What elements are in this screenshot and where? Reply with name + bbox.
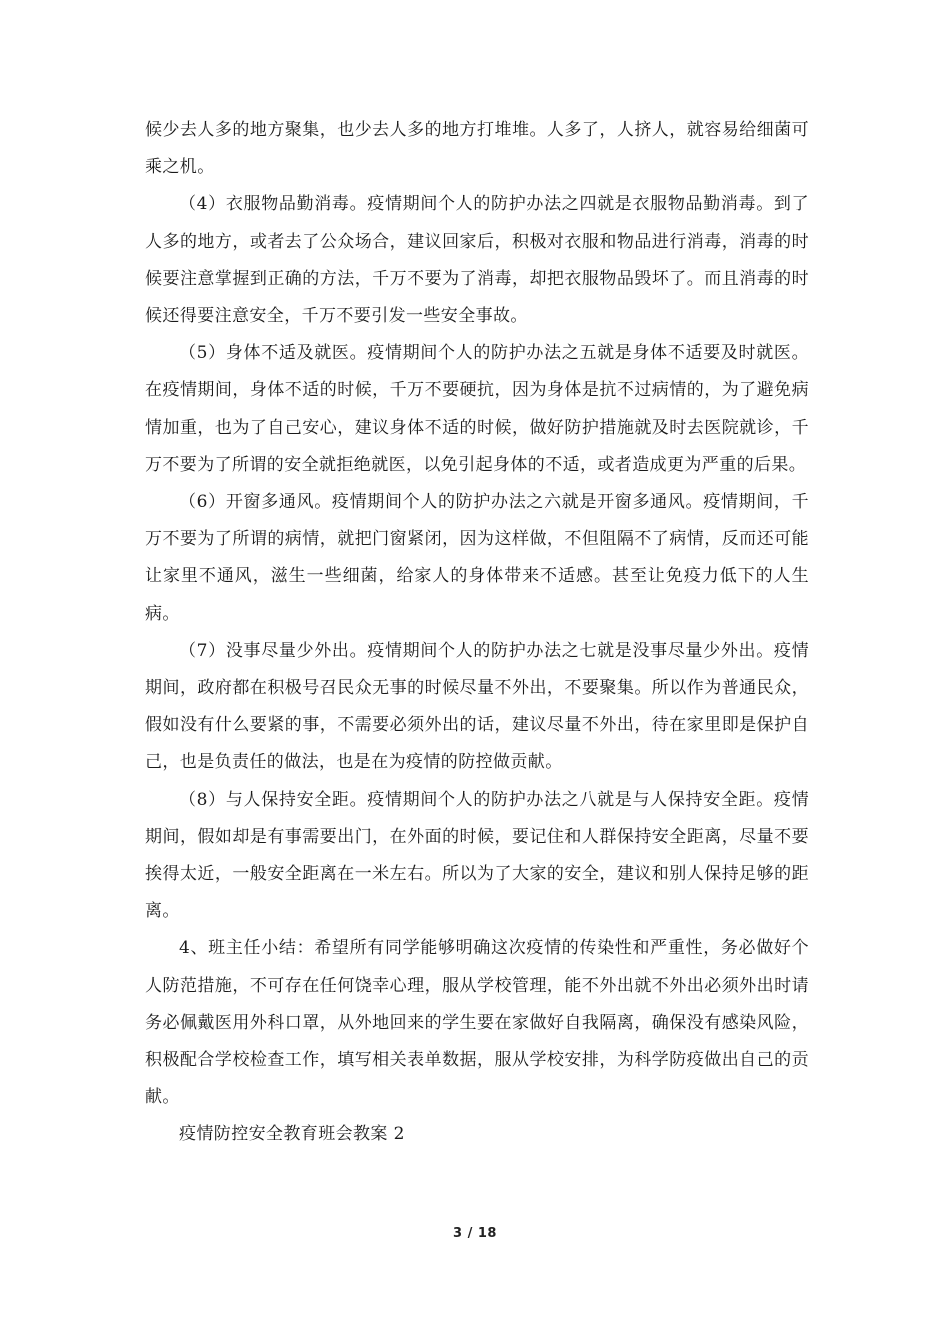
paragraph-item-4: （4）衣服物品勤消毒。疫情期间个人的防护办法之四就是衣服物品勤消毒。到了人多的地方，或者去了公众场合，建议回家后，积极对衣服和物品进行消毒，消毒的时候要注意掌握到正确的方法，千万不要为了消毒，却把衣服物品毁坏了。而且消毒的时候还得要注意安全，千万不要引发一些安全事故。 xyxy=(145,194,809,327)
paragraph-item-6: （6）开窗多通风。疫情期间个人的防护办法之六就是开窗多通风。疫情期间，千万不要为了所谓的病情，就把门窗紧闭，因为这样做，不但阻隔不了病情，反而还可能让家里不通风，滋生一些细菌，给家人的身体带来不适感。甚至让免疫力低下的人生病。 xyxy=(145,492,809,624)
paragraph-summary: 4、班主任小结：希望所有同学能够明确这次疫情的传染性和严重性，务必做好个人防范措施，不可存在任何饶幸心理，服从学校管理，能不外出就不外出必须外出时请务必佩戴医用外科口罩，从外地回来的学生要在家做好自我隔离，确保没有感染风险，积极配合学校检查工作，填写相关表单数据，服从学校安排，为科学防疫做出自己的贡献。 xyxy=(145,938,809,1108)
document-body xyxy=(145,112,809,1154)
paragraph-continuation: 候少去人多的地方聚集，也少去人多的地方打堆堆。人多了，人挤人，就容易给细菌可乘之机。 xyxy=(145,120,809,178)
paragraph-item-5: （5）身体不适及就医。疫情期间个人的防护办法之五就是身体不适要及时就医。在疫情期间，身体不适的时候，千万不要硬抗，因为身体是抗不过病情的，为了避免病情加重，也为了自己安心，建议身体不适的时候，做好防护措施就及时去医院就诊，千万不要为了所谓的安全就拒绝就医，以免引起身体的不适，或者造成更为严重的后果。 xyxy=(145,343,809,475)
section-heading: 疫情防控安全教育班会教案 2 xyxy=(179,1124,405,1145)
paragraph-item-8: （8）与人保持安全距。疫情期间个人的防护办法之八就是与人保持安全距。疫情期间，假如却是有事需要出门，在外面的时候，要记住和人群保持安全距离，尽量不要挨得太近，一般安全距离在一米左右。所以为了大家的安全，建议和别人保持足够的距离。 xyxy=(145,789,809,922)
paragraph-item-7: （7）没事尽量少外出。疫情期间个人的防护办法之七就是没事尽量少外出。疫情期间，政府都在积极号召民众无事的时候尽量不外出，不要聚集。所以作为普通民众，假如没有什么要紧的事，不需要必须外出的话，建议尽量不外出，待在家里即是保护自己，也是负责任的做法，也是在为疫情的防控做贡献。 xyxy=(145,640,809,773)
page-number: 3 / 18 xyxy=(453,1226,497,1241)
